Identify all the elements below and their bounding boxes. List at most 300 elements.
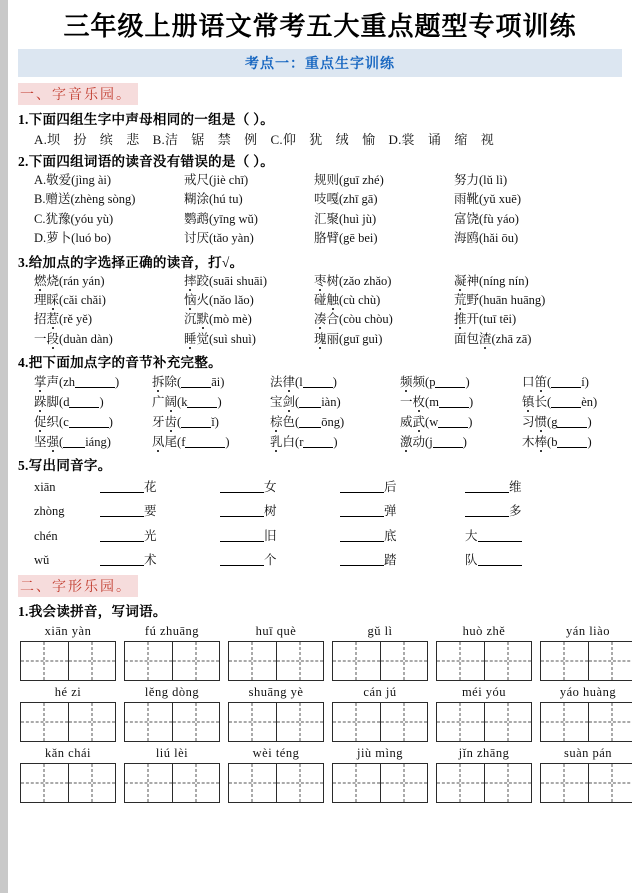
- answer-blank[interactable]: [303, 436, 333, 448]
- question-4-item[interactable]: [152, 372, 270, 392]
- question-2-item: 富饶(fù yáo): [454, 211, 519, 226]
- answer-blank[interactable]: [299, 416, 321, 428]
- paren-open: (: [59, 395, 64, 409]
- answer-blank[interactable]: [478, 530, 522, 542]
- pinyin-word-group[interactable]: [332, 624, 428, 681]
- tianzige-cell[interactable]: [588, 703, 632, 741]
- pinyin-suffix: í: [581, 375, 585, 389]
- tianzige-cell[interactable]: [229, 703, 276, 741]
- question-2-title: 2.下面四组词语的读音没有错误的是（ ）。: [18, 154, 275, 169]
- tianzige-cell[interactable]: [380, 764, 428, 802]
- question-5-item[interactable]: [220, 475, 340, 499]
- question-4-item[interactable]: [34, 372, 152, 392]
- tianzige-box[interactable]: [436, 641, 532, 681]
- question-3-item[interactable]: [454, 330, 604, 349]
- tianzige-box[interactable]: [540, 702, 632, 742]
- question-5-row: [34, 548, 622, 572]
- tianzige-cell[interactable]: [229, 764, 276, 802]
- pinyin-word-group[interactable]: [436, 624, 532, 681]
- tianzige-box[interactable]: [20, 702, 116, 742]
- tianzige-cell[interactable]: [484, 642, 532, 680]
- pinyin-suffix: èn: [581, 395, 594, 409]
- answer-blank[interactable]: [433, 436, 463, 448]
- pinyin-word-group[interactable]: [332, 746, 428, 803]
- pinyin-choices[interactable]: (rán yán): [59, 273, 105, 288]
- exam-point-banner: 考点一：重点生字训练: [18, 49, 622, 77]
- answer-blank[interactable]: [340, 481, 384, 493]
- tianzige-cell[interactable]: [172, 703, 220, 741]
- tianzige-cell[interactable]: [21, 764, 68, 802]
- paren-close: ): [332, 375, 337, 389]
- question-3-item[interactable]: [34, 330, 184, 349]
- word-char: 棕: [270, 415, 283, 429]
- tianzige-box[interactable]: [124, 763, 220, 803]
- word-head: 凑: [314, 312, 327, 327]
- tianzige-cell[interactable]: [541, 703, 588, 741]
- question-3-item[interactable]: [184, 272, 314, 291]
- question-5-item[interactable]: [465, 524, 585, 548]
- question-4-item[interactable]: [270, 412, 400, 432]
- answer-blank[interactable]: [551, 376, 581, 388]
- question-3-item[interactable]: [34, 272, 184, 291]
- question-4-item[interactable]: [152, 412, 270, 432]
- answer-blank[interactable]: [220, 555, 264, 567]
- word-char: 律: [282, 375, 296, 389]
- tianzige-box[interactable]: [228, 702, 324, 742]
- question-4-item[interactable]: [522, 412, 632, 432]
- answer-blank[interactable]: [220, 530, 264, 542]
- question-4-item[interactable]: [400, 372, 522, 392]
- pinyin-label: kǎn chái: [45, 745, 91, 760]
- word-char: 跺: [34, 395, 47, 409]
- tianzige-box[interactable]: [228, 641, 324, 681]
- tianzige-cell[interactable]: [125, 703, 172, 741]
- suffix-char: 花: [144, 480, 157, 494]
- question-5-item[interactable]: [220, 499, 340, 523]
- paren-close: ): [593, 395, 598, 409]
- question-2-item: D.萝卜(luó bo): [34, 231, 112, 246]
- word-head: 燃: [34, 273, 47, 288]
- word-char: 惯: [534, 415, 548, 429]
- answer-blank[interactable]: [478, 555, 522, 567]
- question-3-item[interactable]: [454, 310, 604, 329]
- word-char: 掌: [34, 375, 47, 389]
- tianzige-cell[interactable]: [172, 764, 220, 802]
- prefix-char: 队: [465, 553, 478, 568]
- question-3-grid[interactable]: [34, 272, 622, 350]
- tianzige-cell[interactable]: [380, 703, 428, 741]
- paren-close: ): [587, 415, 592, 429]
- question-3-item[interactable]: [34, 291, 184, 310]
- tianzige-cell[interactable]: [21, 703, 68, 741]
- question-5-item[interactable]: [220, 548, 340, 572]
- paren-close: ): [220, 375, 225, 389]
- pinyin-word-group[interactable]: [228, 685, 324, 742]
- paren-open: (: [59, 415, 64, 429]
- question-4-item[interactable]: [522, 392, 632, 412]
- paren-open: (: [295, 435, 300, 449]
- question-5-item[interactable]: [465, 548, 585, 572]
- question-5-item[interactable]: [220, 524, 340, 548]
- word-char: 一: [400, 395, 413, 409]
- question-3-item[interactable]: [314, 291, 454, 310]
- answer-blank[interactable]: [220, 506, 264, 518]
- pinyin-prefix: g: [551, 415, 558, 429]
- question-5-item[interactable]: [100, 499, 220, 523]
- paren-open: (: [295, 415, 300, 429]
- tianzige-cell[interactable]: [68, 642, 116, 680]
- word-head: 睡: [184, 331, 197, 346]
- word-char: 剑: [282, 395, 296, 409]
- tianzige-box[interactable]: [20, 763, 116, 803]
- question-5-rows[interactable]: [18, 475, 622, 573]
- word-char: 凤: [152, 435, 165, 449]
- tianzige-cell[interactable]: [333, 703, 380, 741]
- tianzige-cell[interactable]: [276, 764, 324, 802]
- tianzige-cell[interactable]: [333, 642, 380, 680]
- question-5-item[interactable]: [465, 499, 585, 523]
- word-head: 面包: [454, 331, 480, 346]
- tianzige-cell[interactable]: [172, 642, 220, 680]
- pinyin-suffix: iáng: [85, 435, 107, 449]
- question-4-grid[interactable]: [34, 372, 622, 452]
- word-head: 荒: [454, 292, 467, 307]
- pinyin-row: [20, 685, 622, 742]
- question-1-options: A.坝 扮 缤 悲 B.洁 锯 禁 例 C.仰 犹 绒 愉 D.裳 诵 缩 视: [34, 132, 494, 147]
- answer-blank[interactable]: [439, 396, 469, 408]
- question-4-item[interactable]: [400, 432, 522, 452]
- question-4-item[interactable]: [34, 432, 152, 452]
- question-4-item[interactable]: [270, 432, 400, 452]
- word-tail: 合: [326, 312, 340, 327]
- word-tail: 野: [466, 292, 480, 307]
- word-char: 激: [400, 435, 413, 449]
- pinyin-prefix: w: [429, 415, 439, 429]
- pinyin-word-group[interactable]: [332, 685, 428, 742]
- question-5-row: [34, 499, 622, 523]
- question-2-item: 糊涂(hú tu): [184, 192, 243, 207]
- pinyin-word-group[interactable]: [124, 746, 220, 803]
- tianzige-cell[interactable]: [541, 764, 588, 802]
- question-3-item[interactable]: [184, 291, 314, 310]
- question-5-item[interactable]: [340, 475, 465, 499]
- question-4-item[interactable]: [270, 372, 400, 392]
- question-3-item[interactable]: [314, 310, 454, 329]
- tianzige-cell[interactable]: [541, 642, 588, 680]
- answer-blank[interactable]: [69, 416, 109, 428]
- question-3-item[interactable]: [454, 291, 604, 310]
- question-4-item[interactable]: [522, 372, 632, 392]
- answer-blank[interactable]: [551, 396, 581, 408]
- tianzige-box[interactable]: [124, 702, 220, 742]
- pinyin-choices[interactable]: (nǎo lǎo): [209, 292, 254, 307]
- word-char: 拆: [152, 375, 165, 389]
- tianzige-cell[interactable]: [437, 642, 484, 680]
- question-4-item[interactable]: [34, 392, 152, 412]
- question-5-item[interactable]: [100, 475, 220, 499]
- tianzige-box[interactable]: [124, 641, 220, 681]
- question-5-item[interactable]: [340, 524, 465, 548]
- pinyin-prefix: zh: [63, 375, 76, 389]
- paren-close: ): [106, 435, 111, 449]
- paren-open: (: [547, 375, 552, 389]
- answer-blank[interactable]: [75, 376, 115, 388]
- answer-blank[interactable]: [63, 436, 85, 448]
- paren-open: (: [177, 395, 182, 409]
- suffix-char: 要: [144, 504, 157, 519]
- pinyin-word-group[interactable]: [540, 685, 632, 742]
- word-char: 除: [164, 375, 178, 389]
- question-3-item[interactable]: [454, 272, 604, 291]
- question-4-item[interactable]: [400, 392, 522, 412]
- tianzige-cell[interactable]: [333, 764, 380, 802]
- tianzige-box[interactable]: [540, 763, 632, 803]
- word-head: 枣: [314, 273, 327, 288]
- section-two-heading: 二、字形乐园。: [18, 575, 138, 597]
- question-2-item: C.犹豫(yóu yù): [34, 211, 114, 226]
- pinyin-word-group[interactable]: [228, 624, 324, 681]
- question-2-item: 努力(lǔ lì): [454, 173, 508, 187]
- question-4-item[interactable]: [270, 392, 400, 412]
- row-pinyin: chén: [34, 528, 58, 543]
- tianzige-cell[interactable]: [229, 642, 276, 680]
- answer-blank[interactable]: [100, 555, 144, 567]
- question-4-item[interactable]: [152, 432, 270, 452]
- pinyin-choices[interactable]: (cù chù): [339, 292, 381, 307]
- word-char: 坚: [34, 435, 47, 449]
- word-char: 频: [400, 375, 413, 389]
- answer-blank[interactable]: [465, 506, 509, 518]
- pinyin-prefix: p: [429, 375, 436, 389]
- word-head: 一: [34, 331, 47, 346]
- question-3-item[interactable]: [314, 330, 454, 349]
- pinyin-choices[interactable]: (suāi shuāi): [209, 273, 268, 288]
- answer-blank[interactable]: [185, 436, 225, 448]
- pinyin-label: jǐn zhāng: [458, 745, 510, 760]
- word-char: 强: [46, 435, 60, 449]
- answer-blank[interactable]: [299, 396, 321, 408]
- word-char: 笛: [534, 375, 548, 389]
- tianzige-box[interactable]: [436, 763, 532, 803]
- pinyin-suffix: ǐ: [211, 415, 215, 429]
- tianzige-box[interactable]: [332, 763, 428, 803]
- word-char: 棒: [534, 435, 548, 449]
- answer-blank[interactable]: [438, 416, 468, 428]
- pinyin-prefix: l: [299, 375, 303, 389]
- suffix-char: 后: [384, 480, 397, 494]
- paren-open: (: [177, 435, 182, 449]
- suffix-char: 树: [264, 504, 277, 519]
- question-5-row: [34, 524, 622, 548]
- question-5-item[interactable]: [340, 499, 465, 523]
- answer-blank[interactable]: [557, 416, 587, 428]
- answer-blank[interactable]: [100, 506, 144, 518]
- paren-open: (: [425, 395, 430, 409]
- word-char: 声: [46, 375, 60, 389]
- answer-blank[interactable]: [435, 376, 465, 388]
- answer-blank[interactable]: [340, 530, 384, 542]
- tianzige-box[interactable]: [540, 641, 632, 681]
- question-1-title: 1.下面四组生字中声母相同的一组是（ ）。: [18, 112, 275, 127]
- pinyin-choices[interactable]: (tuī tēi): [479, 312, 517, 327]
- answer-blank[interactable]: [340, 555, 384, 567]
- answer-blank[interactable]: [187, 396, 217, 408]
- pinyin-word-group[interactable]: [436, 685, 532, 742]
- tianzige-box[interactable]: [228, 763, 324, 803]
- tianzige-cell[interactable]: [21, 642, 68, 680]
- question-2-item: 吱嘎(zhī gā): [314, 192, 378, 207]
- pinyin-suffix: ōng: [321, 415, 340, 429]
- pinyin-word-group[interactable]: [124, 624, 220, 681]
- answer-blank[interactable]: [557, 436, 587, 448]
- paren-close: ): [214, 415, 219, 429]
- question-2-item: 海鸥(hǎi ōu): [454, 231, 519, 246]
- pinyin-word-group[interactable]: [20, 685, 116, 742]
- pinyin-word-group[interactable]: [540, 746, 632, 803]
- pinyin-label: méi yóu: [461, 684, 507, 699]
- suffix-char: 旧: [264, 528, 277, 543]
- question-3-item[interactable]: [184, 310, 314, 329]
- tianzige-cell[interactable]: [484, 764, 532, 802]
- pinyin-label: huò zhě: [462, 623, 506, 638]
- pinyin-word-group[interactable]: [124, 685, 220, 742]
- pinyin-label: shuāng yè: [248, 684, 304, 699]
- pinyin-word-group[interactable]: [20, 746, 116, 803]
- word-tail: 段: [46, 331, 60, 346]
- word-char: 武: [412, 415, 426, 429]
- question-3-item[interactable]: [314, 272, 454, 291]
- answer-blank[interactable]: [69, 396, 99, 408]
- tianzige-cell[interactable]: [588, 764, 632, 802]
- question-2-item: 规则(guī zhé): [314, 173, 384, 187]
- answer-blank[interactable]: [220, 481, 264, 493]
- pinyin-choices[interactable]: (zǎo zhǎo): [339, 273, 392, 288]
- pinyin-choices[interactable]: (huān huāng): [479, 292, 546, 307]
- word-tail: 神: [466, 273, 480, 288]
- word-char: 促: [34, 415, 47, 429]
- pinyin-word-group[interactable]: [228, 746, 324, 803]
- pinyin-choices[interactable]: (rě yě): [59, 312, 92, 327]
- paren-close: ): [99, 395, 104, 409]
- pinyin-label: xiān yàn: [44, 623, 92, 638]
- section-one: [18, 81, 622, 573]
- pinyin-choices[interactable]: (níng nín): [479, 273, 529, 288]
- suffix-char: 弹: [384, 504, 397, 519]
- word-char: 镇: [522, 395, 535, 409]
- tianzige-cell[interactable]: [68, 764, 116, 802]
- suffix-char: 底: [384, 528, 397, 543]
- question-3-title: 3.给加点的字选择正确的读音，打√。: [18, 254, 244, 270]
- pinyin-choices[interactable]: (guī guì): [339, 331, 383, 346]
- word-head: 碰: [314, 292, 327, 307]
- answer-blank[interactable]: [465, 481, 509, 493]
- question-3-item[interactable]: [34, 310, 184, 329]
- pinyin-choices[interactable]: (duàn dàn): [59, 331, 113, 346]
- answer-blank[interactable]: [181, 376, 211, 388]
- suffix-char: 多: [509, 504, 522, 519]
- pinyin-choices[interactable]: (còu chòu): [339, 312, 393, 327]
- word-tail: 默: [196, 312, 210, 327]
- word-char: 木: [522, 435, 535, 449]
- tianzige-cell[interactable]: [437, 703, 484, 741]
- question-2-item: B.赠送(zhèng sòng): [34, 192, 136, 207]
- question-3-item[interactable]: [184, 330, 314, 349]
- pinyin-choices[interactable]: (zhā zā): [491, 331, 532, 346]
- answer-blank[interactable]: [100, 530, 144, 542]
- question-4-item[interactable]: [400, 412, 522, 432]
- tianzige-cell[interactable]: [68, 703, 116, 741]
- pinyin-choices[interactable]: (cǎi chǎi): [59, 292, 106, 307]
- question-5-item[interactable]: [100, 548, 220, 572]
- question-4-item[interactable]: [522, 432, 632, 452]
- pinyin-choices[interactable]: (suì shuì): [209, 331, 256, 346]
- word-char: 威: [400, 415, 413, 429]
- answer-blank[interactable]: [100, 481, 144, 493]
- question-2-item: 汇聚(huì jù): [314, 211, 377, 226]
- word-head: 招: [34, 312, 47, 327]
- pinyin-writing-grid[interactable]: [18, 624, 622, 803]
- paren-close: ): [108, 415, 113, 429]
- tianzige-box[interactable]: [332, 641, 428, 681]
- word-head: 沉: [184, 312, 197, 327]
- question-5-item[interactable]: [100, 524, 220, 548]
- pinyin-prefix: f: [181, 435, 186, 449]
- pinyin-suffix: iàn: [321, 395, 337, 409]
- word-char: 乳: [270, 435, 283, 449]
- tianzige-cell[interactable]: [588, 642, 632, 680]
- answer-blank[interactable]: [340, 506, 384, 518]
- paren-close: ): [115, 375, 120, 389]
- pinyin-label: gǔ lì: [367, 623, 393, 638]
- answer-blank[interactable]: [303, 376, 333, 388]
- question-5-item[interactable]: [465, 475, 585, 499]
- pinyin-word-group[interactable]: [436, 746, 532, 803]
- pinyin-word-group[interactable]: [20, 624, 116, 681]
- pinyin-prefix: j: [429, 435, 433, 449]
- answer-blank[interactable]: [181, 416, 211, 428]
- paren-open: (: [59, 375, 64, 389]
- question-5-item[interactable]: [340, 548, 465, 572]
- tianzige-box[interactable]: [20, 641, 116, 681]
- question-4-item[interactable]: [34, 412, 152, 432]
- tianzige-cell[interactable]: [125, 764, 172, 802]
- paren-open: (: [425, 435, 430, 449]
- pinyin-word-group[interactable]: [540, 624, 632, 681]
- pinyin-prefix: c: [63, 415, 69, 429]
- tianzige-box[interactable]: [436, 702, 532, 742]
- question-4-title: 4.把下面加点字的音节补充完整。: [18, 355, 222, 370]
- tianzige-cell[interactable]: [380, 642, 428, 680]
- word-tail: 烧: [46, 273, 60, 288]
- tianzige-cell[interactable]: [484, 703, 532, 741]
- question-2-item: 鹦鹉(yīng wǔ): [184, 211, 258, 226]
- suffix-char: 维: [509, 480, 522, 494]
- paren-close: ): [339, 415, 345, 429]
- suffix-char: 术: [144, 553, 157, 568]
- word-char: 尾: [164, 435, 178, 449]
- tianzige-cell[interactable]: [276, 703, 324, 741]
- tianzige-cell[interactable]: [437, 764, 484, 802]
- suffix-char: 光: [144, 528, 157, 543]
- tianzige-box[interactable]: [332, 702, 428, 742]
- tianzige-cell[interactable]: [276, 642, 324, 680]
- word-head: 瑰: [314, 331, 327, 346]
- tianzige-cell[interactable]: [125, 642, 172, 680]
- word-head: 推: [454, 312, 467, 327]
- question-4-item[interactable]: [152, 392, 270, 412]
- pinyin-choices[interactable]: (mò mè): [209, 312, 252, 327]
- paren-open: (: [547, 395, 552, 409]
